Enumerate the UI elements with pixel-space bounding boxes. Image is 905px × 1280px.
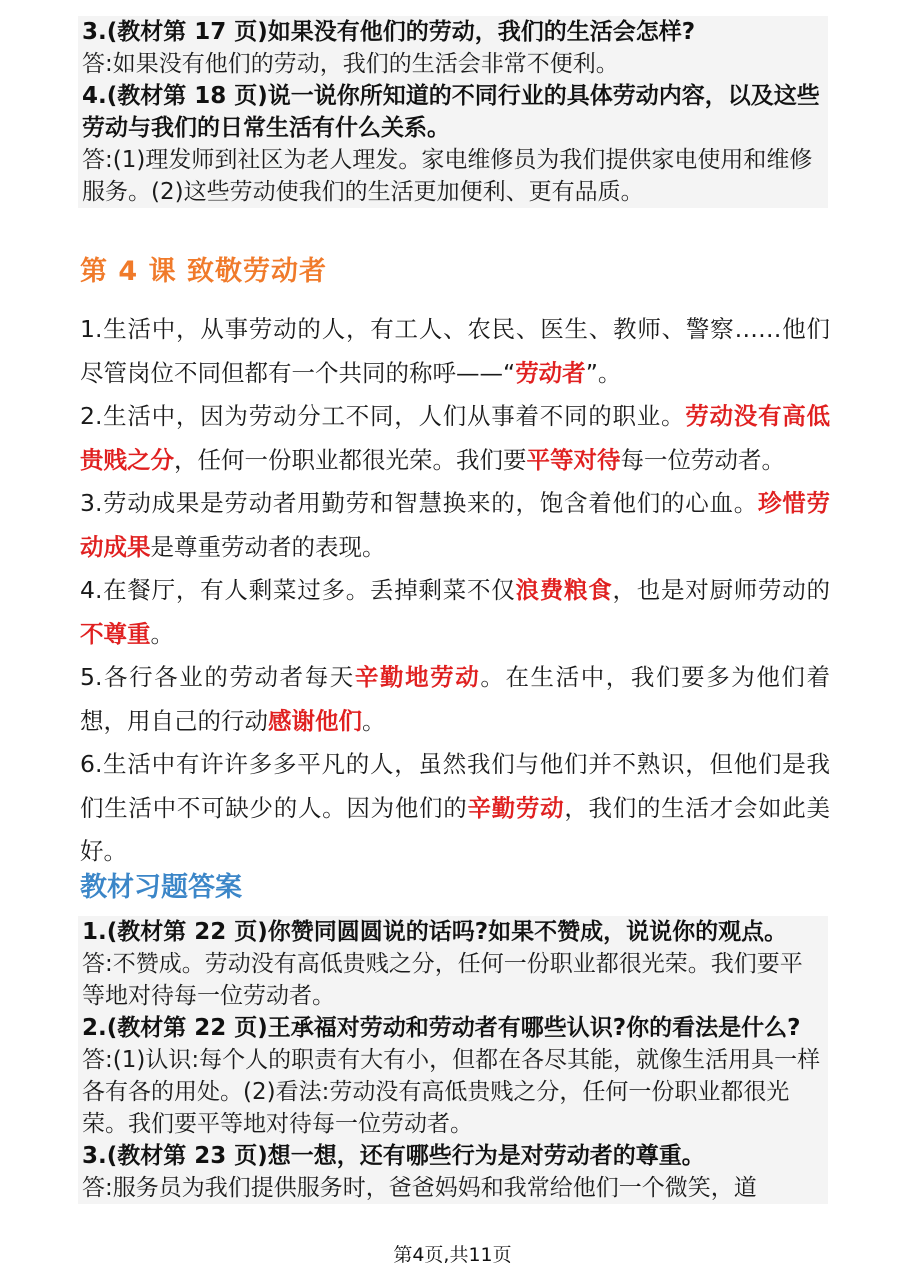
lesson-point-3 [80, 482, 830, 569]
lesson-title: 第 4 课 致敬劳动者 [80, 256, 327, 287]
answer-3: 答:如果没有他们的劳动，我们的生活会非常不便利。 [82, 51, 619, 77]
highlighted-keyword: 平等对待 [526, 445, 621, 474]
exercise-answer-3: 答:服务员为我们提供服务时，爸爸妈妈和我常给他们一个微笑，道 [82, 1175, 757, 1201]
exercise-question-1: 1.(教材第 22 页)你赞同圆圆说的话吗?如果不赞成，说说你的观点。 [82, 919, 788, 945]
point-text: 5.各行各业的劳动者每天 [80, 663, 355, 691]
point-text: 。在生活中，我们要多为他们着想，用自己的行动 [80, 663, 831, 735]
lesson-point-2 [80, 395, 830, 482]
point-text: 每一位劳动者。 [620, 445, 785, 474]
point-text: ，我们的生活才会如此美好。 [80, 793, 831, 865]
point-text: 。 [362, 706, 386, 735]
lesson-point-5 [80, 656, 830, 743]
lesson-point-1 [80, 308, 830, 395]
highlighted-keyword: 劳动者 [515, 358, 586, 387]
exercise-section-title: 教材习题答案 [80, 872, 242, 903]
exercise-answer-2: 答:(1)认识:每个人的职责有大有小，但都在各尽其能，就像生活用具一样各有各的用处。(2)看法:劳动没有高低贵贱之分，任何一份职业都很光荣。我们要平等地对待每一位劳动者。 [82, 1047, 821, 1137]
lesson-points [80, 308, 830, 874]
exercise-answer-1: 答:不赞成。劳动没有高低贵贱之分，任何一份职业都很光荣。我们要平等地对待每一位劳动者。 [82, 951, 803, 1009]
exercise-qa-block [78, 916, 828, 1204]
question-3: 3.(教材第 17 页)如果没有他们的劳动，我们的生活会怎样? [82, 19, 696, 45]
highlighted-keyword: 浪费粮食 [515, 576, 613, 604]
point-text: ，也是对厨师劳动的 [612, 576, 831, 604]
point-text: 4.在餐厅，有人剩菜过多。丢掉剩菜不仅 [80, 576, 516, 604]
point-text: 3.劳动成果是劳动者用勤劳和智慧换来的，饱含着他们的心血。 [80, 489, 758, 517]
page-number-label: 第4页,共11页 [393, 1244, 512, 1266]
point-text: 2.生活中，因为劳动分工不同，人们从事着不同的职业。 [80, 402, 686, 430]
highlighted-keyword: 感谢他们 [268, 706, 362, 735]
point-text: 6.生活中有许许多多平凡的人，虽然我们与他们并不熟识，但他们是我们生活中不可缺少的人。因为他们的 [80, 750, 830, 822]
point-text: ，任何一份职业都很光荣。我们要 [174, 445, 527, 474]
answer-4: 答:(1)理发师到社区为老人理发。家电维修员为我们提供家电使用和维修服务。(2)这些劳动使我们的生活更加便利、更有品质。 [82, 147, 813, 205]
point-text: 1.生活中，从事劳动的人，有工人、农民、医生、教师、警察……他们尽管岗位不同但都有一个共同的称呼——“ [80, 315, 830, 387]
highlighted-keyword: 珍惜劳动成果 [80, 489, 831, 561]
exercise-question-3: 3.(教材第 23 页)想一想，还有哪些行为是对劳动者的尊重。 [82, 1143, 705, 1169]
exercise-question-2: 2.(教材第 22 页)王承福对劳动和劳动者有哪些认识?你的看法是什么? [82, 1015, 801, 1041]
lesson-point-6 [80, 743, 830, 874]
point-text: 是尊重劳动者的表现。 [150, 532, 386, 561]
lesson-point-4 [80, 569, 830, 656]
point-text: ”。 [585, 358, 622, 387]
question-4: 4.(教材第 18 页)说一说你所知道的不同行业的具体劳动内容，以及这些劳动与我们的日常生活有什么关系。 [82, 83, 820, 141]
highlighted-keyword: 辛勤劳动 [467, 793, 565, 822]
highlighted-keyword: 劳动没有高低贵贱之分 [80, 402, 831, 474]
highlighted-keyword: 不尊重 [80, 619, 151, 648]
point-text: 。 [150, 619, 174, 648]
top-qa-block [78, 16, 828, 208]
highlighted-keyword: 辛勤地劳动 [354, 663, 481, 691]
